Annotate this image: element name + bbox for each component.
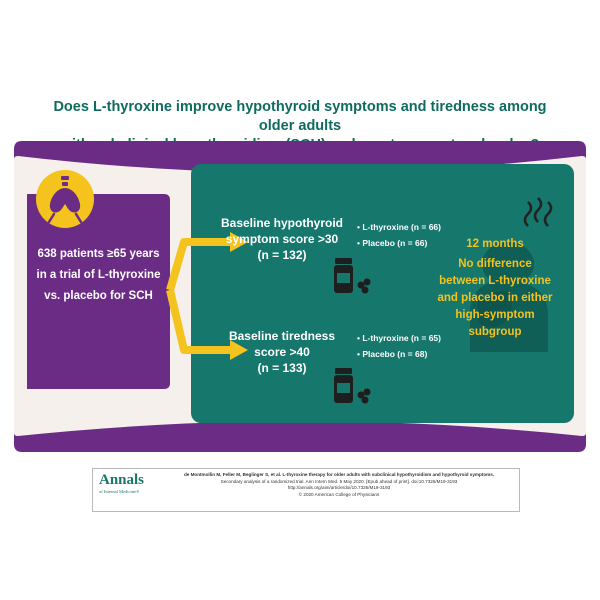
- result-line-5: subgroup: [468, 326, 522, 338]
- journal-logo-subtitle: of Internal Medicine®: [99, 489, 140, 494]
- result-line-3: and placebo in either: [437, 292, 553, 304]
- population-line-1: 638 patients ≥65 years: [37, 248, 160, 260]
- tiredness-group-label: [214, 328, 350, 376]
- tiredness-group-arms: [357, 330, 441, 362]
- symptom-group-arms: [357, 219, 441, 251]
- pill-bottle-icon: [332, 258, 372, 294]
- result-timepoint: 12 months: [466, 238, 524, 250]
- symptom-arm-placebo: • Placebo (n = 66): [357, 238, 428, 248]
- symptom-arm-lt4: • L-thyroxine (n = 66): [357, 222, 441, 232]
- citation-copyright: © 2020 American College of Physicians: [298, 491, 380, 497]
- population-line-3: vs. placebo for SCH: [44, 290, 153, 302]
- title-line-1: Does L-thyroxine improve hypothyroid symptoms and tiredness among older adults: [53, 99, 547, 134]
- tiredness-arm-placebo: • Placebo (n = 68): [357, 349, 428, 359]
- thyroid-icon: [36, 170, 94, 228]
- result-line-1: No difference: [458, 258, 532, 270]
- result-line-4: high-symptom: [455, 309, 535, 321]
- symptom-group-line-1: Baseline hypothyroid: [220, 216, 344, 230]
- citation-box: [92, 468, 520, 512]
- result-text: [430, 236, 560, 341]
- result-line-2: between L-thyroxine: [439, 275, 551, 287]
- population-line-2: in a trial of L-thyroxine: [36, 269, 161, 281]
- tiredness-group-line-1: Baseline tiredness: [228, 329, 336, 343]
- citation-link[interactable]: http://annals.org/aim/article/doi/10.7326/M19-3193: [287, 485, 391, 491]
- journal-logo: Annals: [99, 472, 145, 488]
- tiredness-arm-lt4: • L-thyroxine (n = 65): [357, 333, 441, 343]
- symptom-group-label: [214, 215, 350, 263]
- tiredness-group-line-2: score >40: [254, 345, 310, 359]
- citation-line-2: Secondary analysis of a randomized trial. Ann Intern Med. 5 May 2020. [Epub ahead of print]. doi:10.7326/M19-3193: [220, 478, 458, 484]
- symptom-group-line-3: (n = 132): [257, 248, 307, 262]
- tiredness-group-line-3: (n = 133): [257, 361, 307, 375]
- pill-bottle-icon: [332, 368, 372, 404]
- population-text: [27, 244, 170, 307]
- symptom-group-line-2: symptom score >30: [225, 232, 339, 246]
- citation-line-1: de Montmollin M, Feller M, Beglinger S, et al. L-thyroxine therapy for older adults with subclinical hypothyroidism and hypothyroid symptoms.: [183, 472, 495, 477]
- citation-text: [163, 472, 515, 498]
